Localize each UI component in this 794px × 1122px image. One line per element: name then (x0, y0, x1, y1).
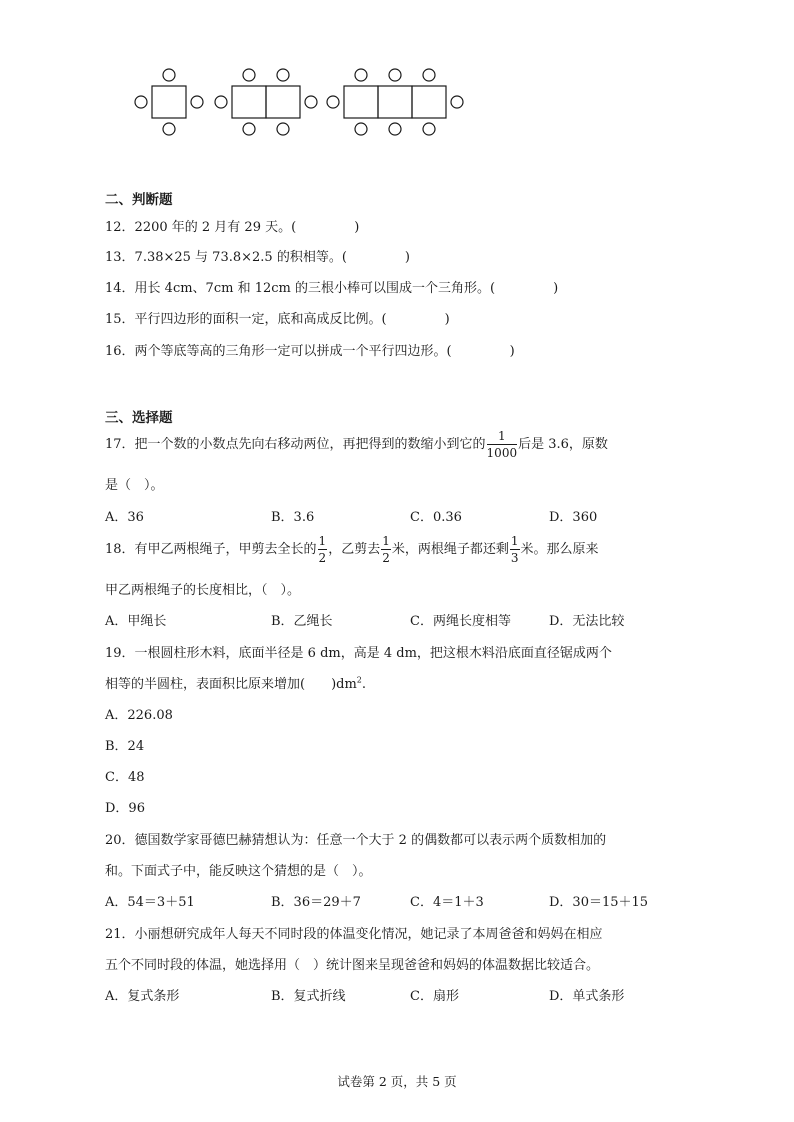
three-tables-figure (327, 69, 463, 135)
question-text: . (361, 677, 367, 692)
question-20-line1: 20．德国数学家哥德巴赫猜想认为：任意一个大于 2 的偶数都可以表示两个质数相加的 (105, 833, 607, 848)
judge-text: 16．两个等底等高的三角形一定可以拼成一个平行四边形。( (105, 344, 452, 359)
judge-question-12 (105, 216, 359, 235)
option-20-c: C．4＝1＋3 (410, 895, 484, 910)
question-text: ，乙剪去 (328, 542, 381, 557)
question-20-line2: 和。下面式子中，能反映这个猜想的是（ ）。 (105, 864, 372, 879)
option-19-a: A．226.08 (105, 708, 173, 723)
option-20-b: B．36＝29＋7 (271, 895, 361, 910)
fraction-1-3 (510, 535, 520, 564)
option-20-d: D．30＝15＋15 (549, 895, 649, 910)
question-17-line2: 是（ ）。 (105, 478, 164, 493)
question-text: 后是 3.6，原数 (518, 437, 608, 452)
option-18-b: B．乙绳长 (271, 614, 333, 629)
fraction-denominator: 1000 (486, 446, 518, 460)
option-19-b: B．24 (105, 739, 145, 754)
option-17-b: B．3.6 (271, 510, 315, 525)
fraction-denominator: 3 (510, 551, 519, 565)
option-19-c: C．48 (105, 770, 145, 785)
option-18-c: C．两绳长度相等 (410, 614, 511, 629)
two-tables-figure (215, 69, 317, 135)
option-21-c: C．扇形 (410, 989, 459, 1004)
option-18-a: A．甲绳长 (105, 614, 167, 629)
question-text: 米。那么原来 (520, 542, 599, 557)
judge-question-15 (105, 308, 450, 327)
answer-paren: ) (553, 281, 559, 296)
fraction-numerator: 1 (510, 534, 519, 548)
option-21-b: B．复式折线 (271, 989, 346, 1004)
question-text: 米，两根绳子都还剩 (391, 542, 509, 557)
question-19-line1: 19．一根圆柱形木料，底面半径是 6 dm，高是 4 dm，把这根木料沿底面直径锯成两个 (105, 646, 612, 661)
option-18-d: D．无法比较 (549, 614, 625, 629)
option-21-a: A．复式条形 (105, 989, 180, 1004)
section-title-judge: 二、判断题 (105, 192, 173, 208)
answer-paren: ) (354, 220, 360, 235)
option-21-d: D．单式条形 (549, 989, 625, 1004)
question-17-line1 (105, 428, 608, 462)
option-17-a: A．36 (105, 510, 144, 525)
section-title-choice: 三、选择题 (105, 410, 173, 426)
option-20-a: A．54＝3＋51 (105, 895, 195, 910)
superscript: 2 (356, 675, 362, 685)
question-text: 18．有甲乙两根绳子，甲剪去全长的 (105, 542, 317, 557)
question-18-line2: 甲乙两根绳子的长度相比，（ ）。 (105, 583, 301, 598)
fraction-1-2 (381, 535, 391, 564)
fraction-numerator: 1 (487, 430, 518, 445)
judge-text: 12．2200 年的 2 月有 29 天。( (105, 220, 297, 235)
fraction-denominator: 2 (318, 551, 327, 565)
judge-text: 15．平行四边形的面积一定，底和高成反比例。( (105, 312, 387, 327)
option-19-d: D．96 (105, 801, 145, 816)
judge-question-16 (105, 340, 515, 359)
option-17-c: C．0.36 (410, 510, 462, 525)
table-arrangement-figure (130, 64, 470, 140)
question-text: 相等的半圆柱，表面积比原来增加( )dm (105, 677, 357, 692)
question-text: 17．把一个数的小数点先向右移动两位，再把得到的数缩小到它的 (105, 437, 486, 452)
fraction-numerator: 1 (318, 534, 327, 548)
option-17-d: D．360 (549, 510, 598, 525)
fraction-numerator: 1 (382, 534, 390, 548)
one-table-figure (135, 69, 203, 135)
question-19-line2 (105, 673, 366, 692)
fraction-denominator: 2 (382, 551, 390, 565)
answer-paren: ) (404, 250, 410, 265)
answer-paren: ) (444, 312, 450, 327)
judge-text: 13．7.38×25 与 73.8×2.5 的积相等。( (105, 250, 347, 265)
question-21-line2: 五个不同时段的体温，她选择用（ ）统计图来呈现爸爸和妈妈的体温数据比较适合。 (105, 958, 600, 973)
fraction-1-2 (318, 535, 328, 564)
question-18-line1 (105, 532, 599, 568)
judge-question-13 (105, 246, 410, 265)
judge-text: 14．用长 4cm、7cm 和 12cm 的三根小棒可以围成一个三角形。( (105, 281, 496, 296)
judge-question-14 (105, 277, 558, 296)
question-21-line1: 21．小丽想研究成年人每天不同时段的体温变化情况，她记录了本周爸爸和妈妈在相应 (105, 927, 603, 942)
page-footer: 试卷第 2 页，共 5 页 (337, 1074, 457, 1089)
answer-paren: ) (509, 344, 515, 359)
fraction-1-1000 (487, 430, 518, 459)
